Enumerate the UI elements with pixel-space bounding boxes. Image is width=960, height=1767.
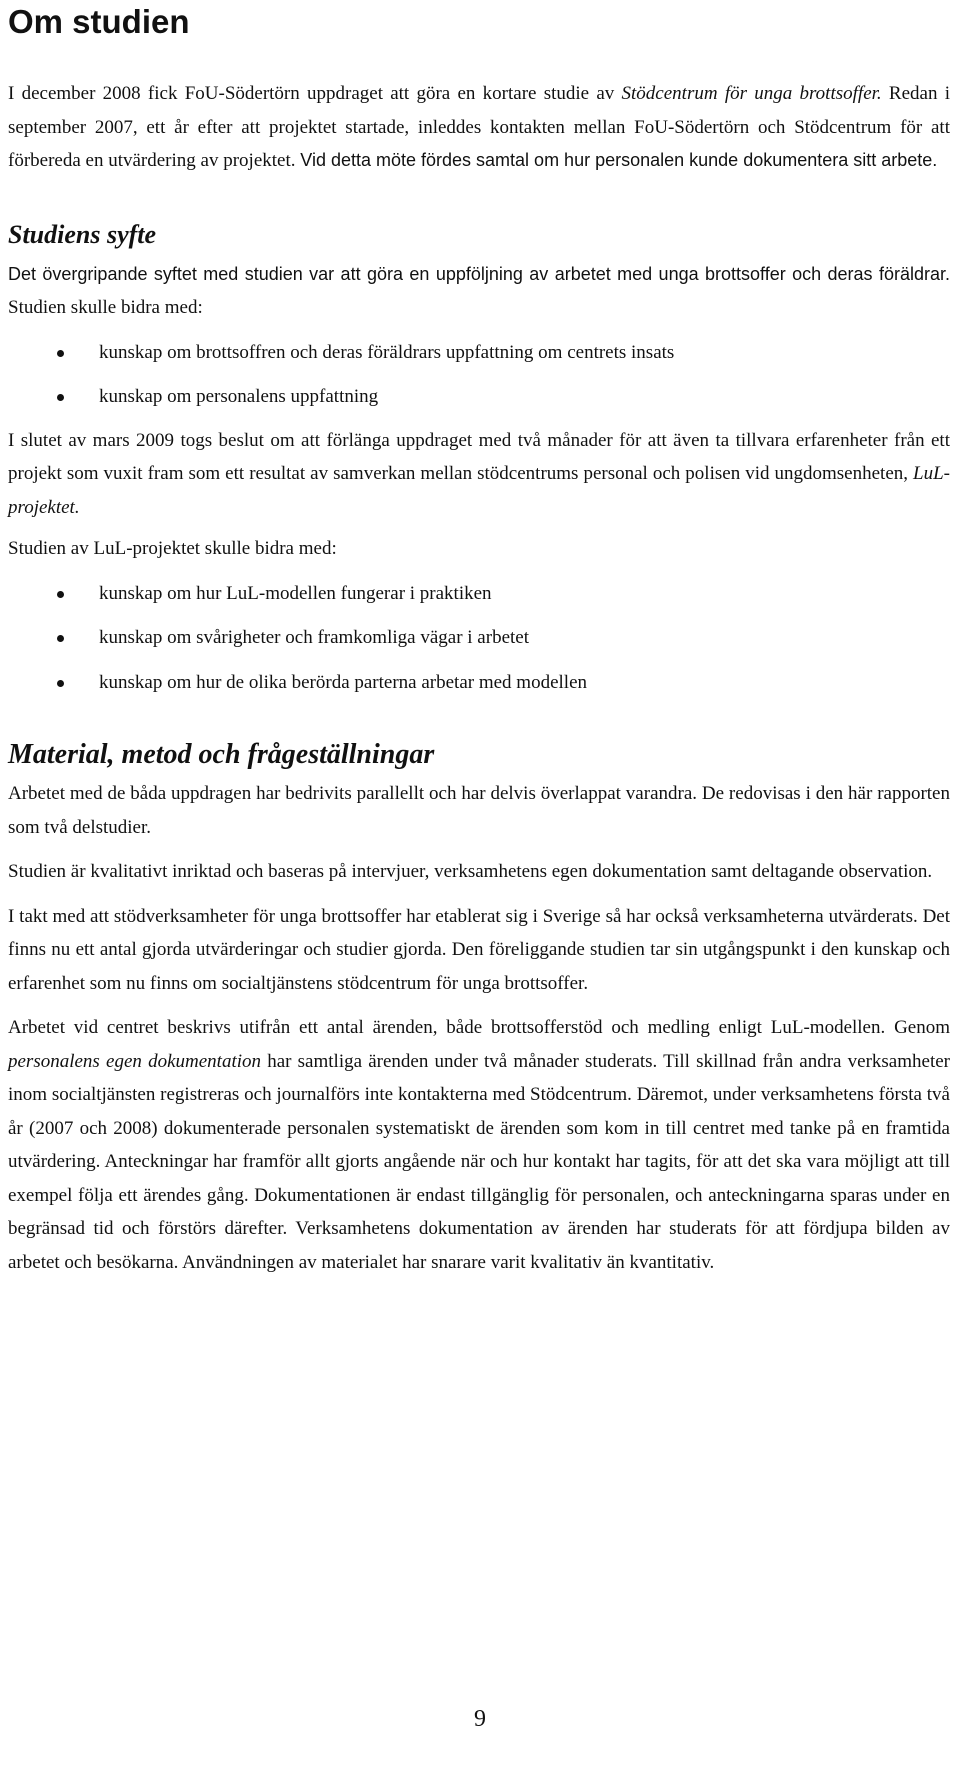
list-item: kunskap om personalens uppfattning: [8, 380, 950, 414]
syfte-text-2: Studien skulle bidra med:: [8, 297, 203, 318]
material-paragraph-3: I takt med att stödverksamheter för unga brottsoffer har etablerat sig i Sverige så har också verksamheterna utvärderats. Det finns nu ett antal gjorda utvärderingar och studier gjorda. Den föreliggande studien tar sin utgångspunkt i den kunskap och erfarenhet som nu finns om socialtjänstens stödcentrum för unga brottsoffer.: [8, 905, 950, 994]
material-paragraph-1: Arbetet med de båda uppdragen har bedrivits parallellt och har delvis överlappat varandra. De redovisas i den här rapporten som två delstudier.: [8, 783, 950, 838]
syfte-paragraph-2: [8, 424, 950, 525]
material-paragraph-2: Studien är kvalitativt inriktad och baseras på intervjuer, verksamhetens egen dokumentation samt deltagande observation.: [8, 861, 933, 882]
list-item: kunskap om hur de olika berörda parterna arbetar med modellen: [8, 666, 950, 700]
material-italic: personalens egen dokumentation: [8, 1050, 262, 1072]
syfte-text: Det övergripande syftet med studien var att göra en uppföljning av arbetet med unga brottsoffer och deras föräldrar.: [8, 263, 950, 284]
bullet-list-2: [8, 577, 950, 700]
section-heading-material: Material, metod och frågeställningar: [8, 739, 435, 770]
syfte-paragraph: [8, 258, 950, 325]
page-title: Om studien: [8, 3, 190, 40]
lul-italic: LuL-projektet.: [8, 463, 950, 518]
section-heading-syfte: Studiens syfte: [8, 219, 157, 249]
syfte-paragraph-3: Studien av LuL-projektet skulle bidra med:: [8, 538, 337, 559]
list-item: kunskap om svårigheter och framkomliga vägar i arbetet: [8, 621, 950, 655]
page-number: 9: [474, 1706, 486, 1732]
intro-text-3: Vid detta möte fördes samtal om hur personalen kunde dokumentera sitt arbete.: [300, 150, 938, 170]
list-item: kunskap om hur LuL-modellen fungerar i praktiken: [8, 577, 950, 611]
material-text: Arbetet vid centret beskrivs utifrån ett antal ärenden, både brottsofferstöd och medling enligt LuL-modellen. Genom: [8, 1017, 950, 1038]
material-text-2: har samtliga ärenden under två månader studerats. Till skillnad från andra verksamheter inom socialtjänsten registreras och journalförs inte kontakterna med Stödcentrum. Däremot, under verksamhetens första två år (2007 och 2008) dokumenterade personalen systematiskt de ärenden som kom in till centret med tanke på en framtida utvärdering. Anteckningar har framför allt gjorts angående när och hur kontakt har tagits, för att det ska vara möjligt att till exempel följa ett ärendes gång. Dokumentationen är endast tillgänglig för personalen, och anteckningarna sparas under en begränsad tid och förstörs därefter. Verksamhetens dokumentation av ärenden har studerats för att fördjupa bilden av arbetet och besökarna. Användningen av materialet har snarare varit kvalitativ än kvantitativ.: [8, 1050, 950, 1273]
list-item: kunskap om brottsoffren och deras föräldrars uppfattning om centrets insats: [8, 336, 950, 370]
intro-text: I december 2008 fick FoU-Södertörn uppdraget att göra en kortare studie av: [8, 83, 622, 104]
bullet-list-1: [8, 336, 950, 414]
intro-text-2: Redan i september 2007, ett år efter att projektet startade, inleddes kontakten mellan FoU-Södertörn och Stödcentrum för att förbereda en utvärdering av projektet.: [8, 83, 950, 171]
syfte-text-3: I slutet av mars 2009 togs beslut om att förlänga uppdraget med två månader för att även ta tillvara erfarenheter från ett projekt som vuxit fram som ett resultat av samverkan mellan stödcentrums personal och polisen vid ungdomsenheten,: [8, 429, 950, 484]
intro-italic-name: Stödcentrum för unga brottsoffer.: [621, 83, 882, 104]
material-paragraph-4: [8, 1011, 950, 1279]
intro-paragraph: [8, 77, 950, 178]
